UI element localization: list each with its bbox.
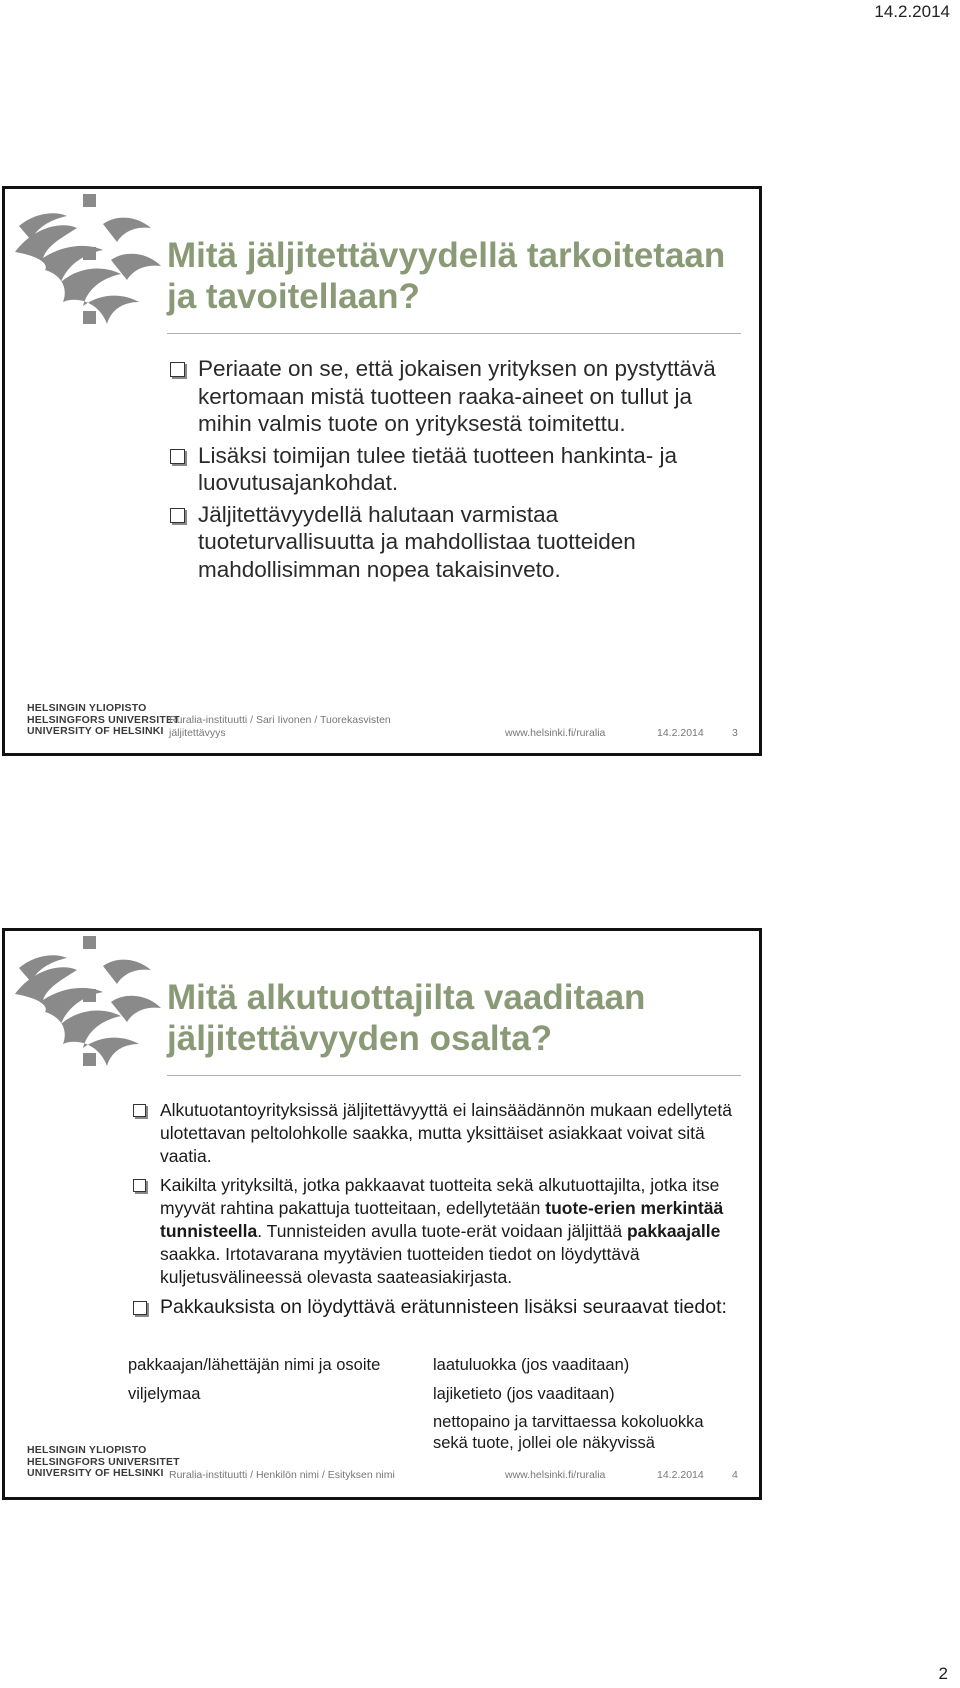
bullet-item: Jäljitettävyydellä halutaan varmistaa tuoteturvallisuutta ja mahdollistaa tuotteiden mahdollisimman nopea takaisinveto. xyxy=(170,501,740,584)
info-item: lajiketieto (jos vaaditaan) xyxy=(433,1385,615,1403)
bullet-list xyxy=(133,1099,743,1326)
university-wordmark: HELSINGIN YLIOPISTO HELSINGFORS UNIVERSITET UNIVERSITY OF HELSINKI xyxy=(27,1444,180,1479)
checkbox-bullet-icon xyxy=(170,449,185,464)
bullet-item: Kaikilta yrityksiltä, jotka pakkaavat tuotteita sekä alkutuottajilta, jotka itse myyvät rahtina pakattuja tuotteitaan, edellytetään tuote-erien merkintää tunnisteella. Tunnisteiden avulla tuote-erät voidaan jäljittää pakkaajalle saakka. Irtotavarana myytävien tuotteiden tiedot on löydyttävä kuljetusvälineessä olevasta saateasiakirjasta. xyxy=(133,1174,743,1289)
bullet-item: Pakkauksista on löydyttävä erätunnisteen lisäksi seuraavat tiedot: xyxy=(133,1295,743,1320)
footer-slide-number: 3 xyxy=(732,727,738,739)
footer-source: Ruralia-instituutti / Sari Iivonen / Tuorekasvisten jäljitettävyys xyxy=(169,714,391,739)
footer-slide-number: 4 xyxy=(732,1469,738,1481)
checkbox-bullet-icon xyxy=(133,1301,147,1315)
footer-source: Ruralia-instituutti / Henkilön nimi / Esityksen nimi xyxy=(169,1469,395,1481)
footer-date: 14.2.2014 xyxy=(657,727,704,739)
checkbox-bullet-icon xyxy=(133,1104,146,1117)
university-flame-logo-icon xyxy=(13,936,165,1076)
slide xyxy=(2,186,762,756)
checkbox-bullet-icon xyxy=(170,508,185,523)
info-item: viljelymaa xyxy=(128,1385,201,1403)
info-item: nettopaino ja tarvittaessa kokoluokka sekä tuote, jollei ole näkyvissä xyxy=(433,1413,704,1452)
title-divider xyxy=(167,1075,741,1076)
info-item: laatuluokka (jos vaaditaan) xyxy=(433,1356,630,1374)
footer-date: 14.2.2014 xyxy=(657,1469,704,1481)
slide-title: Mitä jäljitettävyydellä tarkoitetaan ja tavoitellaan? xyxy=(167,236,726,316)
info-item: pakkaajan/lähettäjän nimi ja osoite xyxy=(128,1356,381,1374)
slide xyxy=(2,928,762,1500)
page-date: 14.2.2014 xyxy=(874,2,950,21)
university-wordmark: HELSINGIN YLIOPISTO HELSINGFORS UNIVERSITET UNIVERSITY OF HELSINKI xyxy=(27,702,180,737)
bullet-list xyxy=(170,355,740,587)
checkbox-bullet-icon xyxy=(133,1179,146,1192)
required-info-right xyxy=(433,1355,733,1455)
slide-title: Mitä alkutuottajilta vaaditaan jäljitettävyyden osalta? xyxy=(167,978,646,1058)
required-info-left xyxy=(128,1355,408,1435)
footer-url[interactable]: www.helsinki.fi/ruralia xyxy=(505,1469,606,1481)
university-flame-logo-icon xyxy=(13,194,165,334)
checkbox-bullet-icon xyxy=(170,362,185,377)
title-divider xyxy=(167,333,741,334)
footer-url[interactable]: www.helsinki.fi/ruralia xyxy=(505,727,606,739)
page-number: 2 xyxy=(938,1664,948,1683)
bullet-item: Periaate on se, että jokaisen yrityksen on pystyttävä kertomaan mistä tuotteen raaka-aineet on tullut ja mihin valmis tuote on yrityksestä toimitettu. xyxy=(170,355,740,438)
bullet-item: Lisäksi toimijan tulee tietää tuotteen hankinta- ja luovutusajankohdat. xyxy=(170,442,740,497)
bullet-item: Alkutuotantoyrityksissä jäljitettävyyttä ei lainsäädännön mukaan edellytetä ulotettavan peltolohkolle saakka, mutta yksittäiset asiakkaat voivat sitä vaatia. xyxy=(133,1099,743,1168)
